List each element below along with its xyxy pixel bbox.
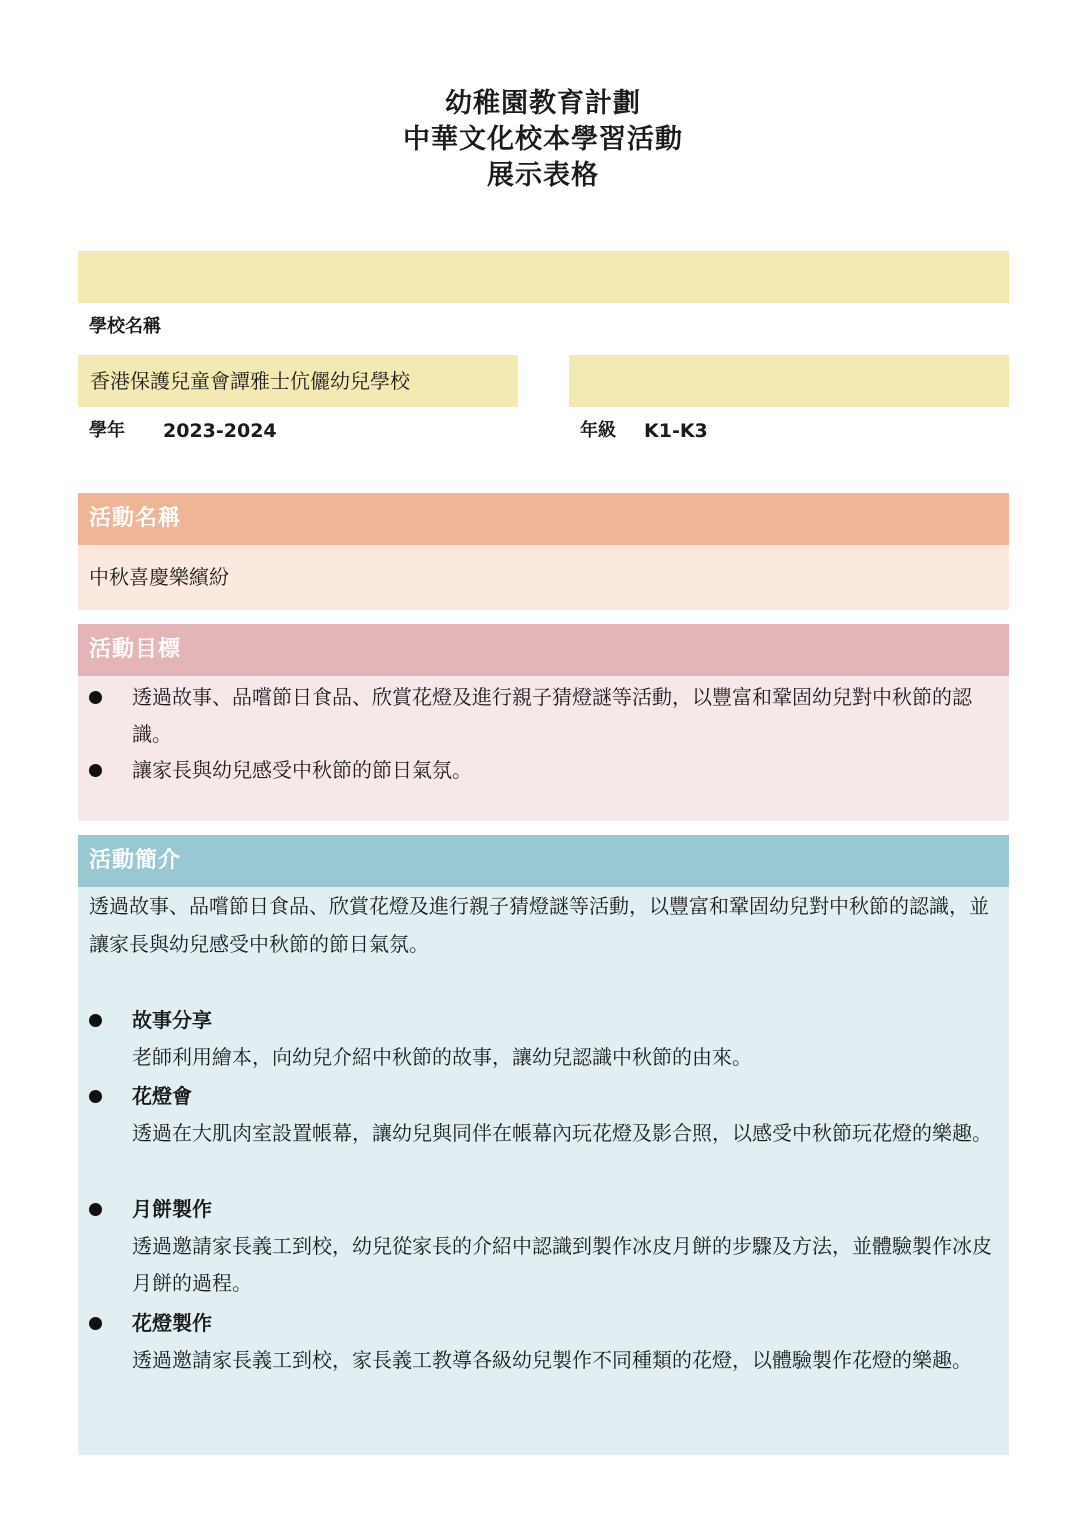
title-line-2: 中華文化校本學習活動 [403, 124, 683, 155]
grade-value: K1-K3 [644, 420, 708, 442]
bullet-icon [89, 1203, 102, 1216]
bullet-icon [89, 1014, 102, 1027]
bullet-icon [89, 1317, 102, 1330]
intro-item-desc: 透過邀請家長義工到校，幼兒從家長的介紹中認識到製作冰皮月餅的步驟及方法，並體驗製作冰皮月餅的過程。 [132, 1234, 992, 1295]
school-name-label: 學校名稱 [89, 316, 161, 337]
objective-text: 讓家長與幼兒感受中秋節的節日氣氛。 [132, 758, 472, 782]
objectives-header: 活動目標 [78, 624, 1009, 676]
school-year-value: 2023-2024 [163, 420, 277, 442]
intro-summary: 透過故事、品嚐節日食品、欣賞花燈及進行親子猜燈謎等活動，以豐富和鞏固幼兒對中秋節的認識，並讓家長與幼兒感受中秋節的節日氣氛。 [89, 894, 989, 956]
school-name-field [78, 355, 518, 407]
document-title [0, 86, 1086, 194]
right-blank-field [569, 355, 1009, 407]
title-line-1: 幼稚園教育計劃 [445, 88, 641, 119]
intro-item-desc: 透過在大肌肉室設置帳幕，讓幼兒與同伴在帳幕內玩花燈及影合照，以感受中秋節玩花燈的樂趣。 [132, 1121, 992, 1145]
intro-item-title: 花燈製作 [132, 1311, 212, 1335]
objectives-body [78, 676, 1009, 821]
school-year-label: 學年 [89, 420, 125, 441]
bullet-icon [89, 764, 102, 777]
title-line-3: 展示表格 [487, 160, 599, 191]
school-name-value: 香港保護兒童會譚雅士伉儷幼兒學校 [90, 369, 410, 393]
intro-item-title: 月餅製作 [132, 1197, 212, 1221]
bullet-icon [89, 1090, 102, 1103]
bullet-icon [89, 691, 102, 704]
intro-item-title: 花燈會 [132, 1084, 192, 1108]
grade-label: 年級 [580, 420, 616, 441]
intro-item-desc: 透過邀請家長義工到校，家長義工教導各級幼兒製作不同種類的花燈，以體驗製作花燈的樂趣。 [132, 1348, 972, 1372]
objective-text: 透過故事、品嚐節日食品、欣賞花燈及進行親子猜燈謎等活動，以豐富和鞏固幼兒對中秋節的認識。 [132, 685, 972, 746]
activity-name-value: 中秋喜慶樂繽紛 [89, 565, 229, 589]
activity-name-header: 活動名稱 [78, 493, 1009, 545]
intro-item-title: 故事分享 [132, 1008, 212, 1032]
activity-name-body [78, 545, 1009, 610]
intro-header: 活動簡介 [78, 835, 1009, 887]
intro-item-desc: 老師利用繪本，向幼兒介紹中秋節的故事，讓幼兒認識中秋節的由來。 [132, 1045, 752, 1069]
intro-body [78, 887, 1009, 1455]
top-blank-field [78, 251, 1009, 303]
